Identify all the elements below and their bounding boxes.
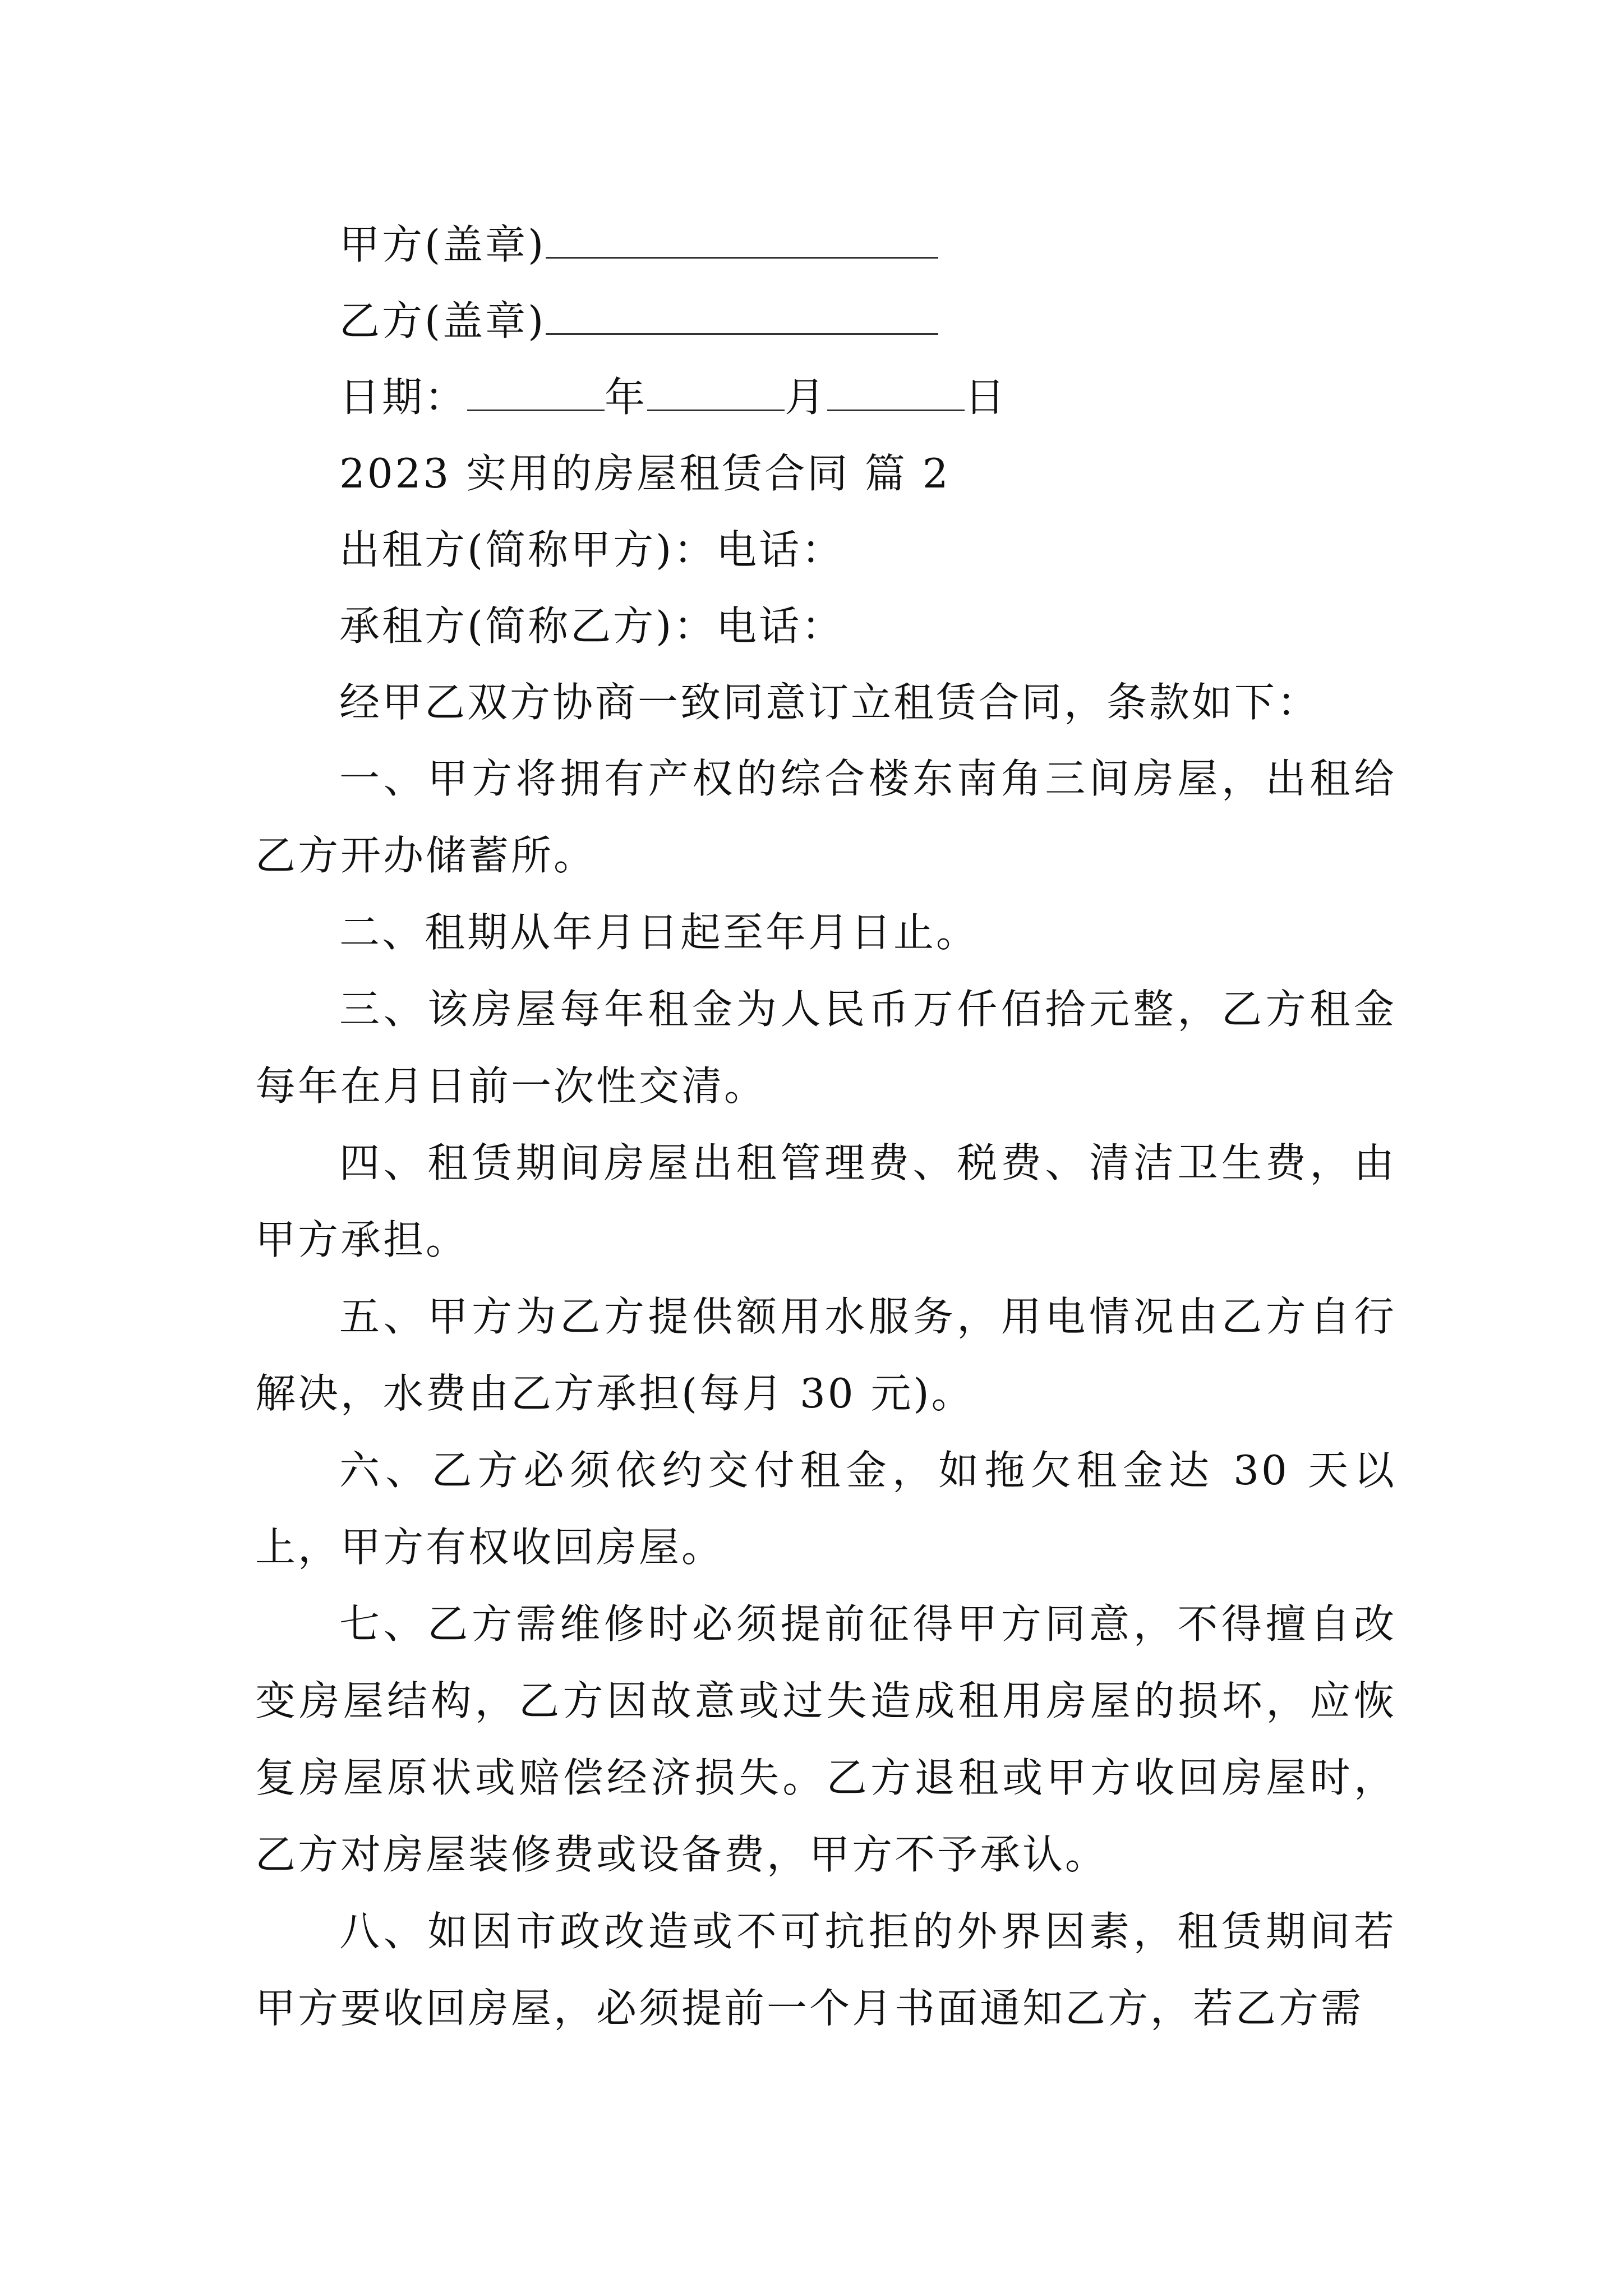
day-label: 日 <box>965 374 1008 421</box>
intro-line: 经甲乙双方协商一致同意订立租赁合同，条款如下： <box>339 679 1320 726</box>
lessee-line: 承租方(简称乙方)：电话： <box>339 602 845 650</box>
month-blank <box>647 370 785 411</box>
clause-6: 六、乙方必须依约交付租金，如拖欠租金达 30 天以上，甲方有权收回房屋。 <box>255 1447 1396 1571</box>
clause-2: 二、租期从年月日起至年月日止。 <box>339 909 979 956</box>
clause-5: 五、甲方为乙方提供额用水服务，用电情况由乙方自行解决，水费由乙方承担(每月 30 元)。 <box>255 1293 1396 1417</box>
party-a-seal-label: 甲方(盖章) <box>339 221 546 268</box>
date-label: 日期： <box>339 374 468 421</box>
party-a-signature-blank <box>546 218 938 259</box>
document-body <box>255 206 1396 2047</box>
clause-7: 七、乙方需维修时必须提前征得甲方同意，不得擅自改变房屋结构，乙方因故意或过失造成租用房屋的损坏，应恢复房屋原状或赔偿经济损失。乙方退租或甲方收回房屋时，乙方对房屋装修费或设备费，甲方不予承认。 <box>255 1600 1396 1878</box>
section-title: 2023 实用的房屋租赁合同 篇 2 <box>339 450 951 497</box>
party-b-signature-line <box>255 283 1396 359</box>
party-b-seal-label: 乙方(盖章) <box>339 297 546 344</box>
clause-4: 四、租赁期间房屋出租管理费、税费、清洁卫生费，由甲方承担。 <box>255 1139 1396 1263</box>
party-a-signature-line <box>255 206 1396 283</box>
month-label: 月 <box>785 374 828 421</box>
party-b-signature-blank <box>546 294 938 335</box>
day-blank <box>827 370 965 411</box>
lessor-line: 出租方(简称甲方)：电话： <box>339 526 845 573</box>
year-label: 年 <box>605 374 648 421</box>
clause-1: 一、甲方将拥有产权的综合楼东南角三间房屋，出租给乙方开办储蓄所。 <box>255 755 1396 879</box>
date-line <box>255 359 1396 435</box>
clause-3: 三、该房屋每年租金为人民币万仟佰拾元整，乙方租金每年在月日前一次性交清。 <box>255 986 1396 1110</box>
year-blank <box>467 370 605 411</box>
clause-8: 八、如因市政改造或不可抗拒的外界因素，租赁期间若甲方要收回房屋，必须提前一个月书面通知乙方，若乙方需 <box>255 1908 1396 2032</box>
